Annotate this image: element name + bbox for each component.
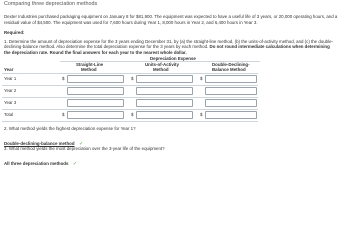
intro-line-2: residual value of $4,500. The equipment was used for 7,600 hours during Year 1, 8,000 hours in Year 2, and 6,400 hours in Year 3. (4, 19, 258, 25)
q1-line-3: the depreciation rate. Round the final answers for each year to the nearest whole dollar. (4, 49, 187, 55)
units-activity-year-1-input[interactable] (136, 75, 193, 83)
q1-line-2: declining-balance method. Also determine the total depreciation expense for the 3 years by each method. (4, 44, 209, 49)
row-label-year-3: Year 3 (4, 99, 17, 105)
currency-symbol: $ (200, 111, 203, 117)
check-icon: ✓ (78, 140, 84, 147)
row-label-total: Total (4, 111, 14, 117)
currency-symbol: $ (131, 75, 134, 81)
col-header-units-2: Method (153, 67, 169, 72)
q2-answer-select[interactable]: Double-declining-balance method (4, 140, 75, 146)
q1-bold-note: Do not round intermediate calculations when determining (209, 44, 330, 49)
currency-symbol: $ (200, 75, 203, 81)
col-header-straight-line-1: Straight-Line (76, 61, 104, 67)
intro-line-1: Dexter Industries purchased packaging equipment on January 8 for $81,900. The equipment was expected to have a useful life of 3 years, or 20,000 operating hours, and a (4, 14, 338, 19)
ddb-year-2-input[interactable] (205, 87, 257, 95)
currency-symbol: $ (62, 75, 65, 81)
currency-symbol: $ (62, 111, 65, 117)
header-divider (2, 73, 258, 74)
row-divider (2, 109, 258, 110)
col-header-straight-line-2: Method (81, 67, 97, 72)
col-header-ddb-1: Double-Declining- (212, 61, 250, 67)
required-label: Required: (4, 30, 25, 35)
straight-line-year-1-input[interactable] (67, 75, 124, 83)
q2-text: 2. What method yields the highest depreciation expense for Year 1? (4, 126, 136, 131)
q3-text: 3. What method yields the most depreciation over the 3-year life of the equipment? (4, 146, 165, 151)
q3-answer-select[interactable]: All three depreciation methods (4, 160, 69, 166)
q3-answer-wrap (4, 152, 77, 170)
currency-symbol: $ (131, 111, 134, 117)
row-divider (2, 97, 258, 98)
q1-line-1: 1. Determine the amount of depreciation expense for the 3 years ending December 31, by (a) the straight-line method, (b) the units-of-activity method, and (c) the double- (4, 38, 333, 44)
straight-line-year-2-input[interactable] (67, 87, 124, 95)
col-header-ddb-2: Balance Method (212, 67, 246, 72)
page-title: Comparing three depreciation methods (4, 1, 98, 7)
row-label-year-1: Year 1 (4, 75, 17, 81)
ddb-year-3-input[interactable] (205, 99, 257, 107)
row-label-year-2: Year 2 (4, 87, 17, 93)
ddb-year-1-input[interactable] (205, 75, 257, 83)
straight-line-year-3-input[interactable] (67, 99, 124, 107)
col-header-units-1: Units-of-Activity (145, 61, 179, 67)
units-activity-year-3-input[interactable] (136, 99, 193, 107)
units-activity-total-input[interactable] (136, 111, 193, 119)
row-divider (2, 85, 258, 86)
depreciation-expense-header: Depreciation Expense (150, 55, 196, 61)
ddb-total-input[interactable] (205, 111, 257, 119)
units-activity-year-2-input[interactable] (136, 87, 193, 95)
col-header-year: Year (4, 67, 14, 72)
check-icon: ✓ (72, 160, 78, 167)
straight-line-total-input[interactable] (67, 111, 124, 119)
row-divider (2, 121, 258, 122)
